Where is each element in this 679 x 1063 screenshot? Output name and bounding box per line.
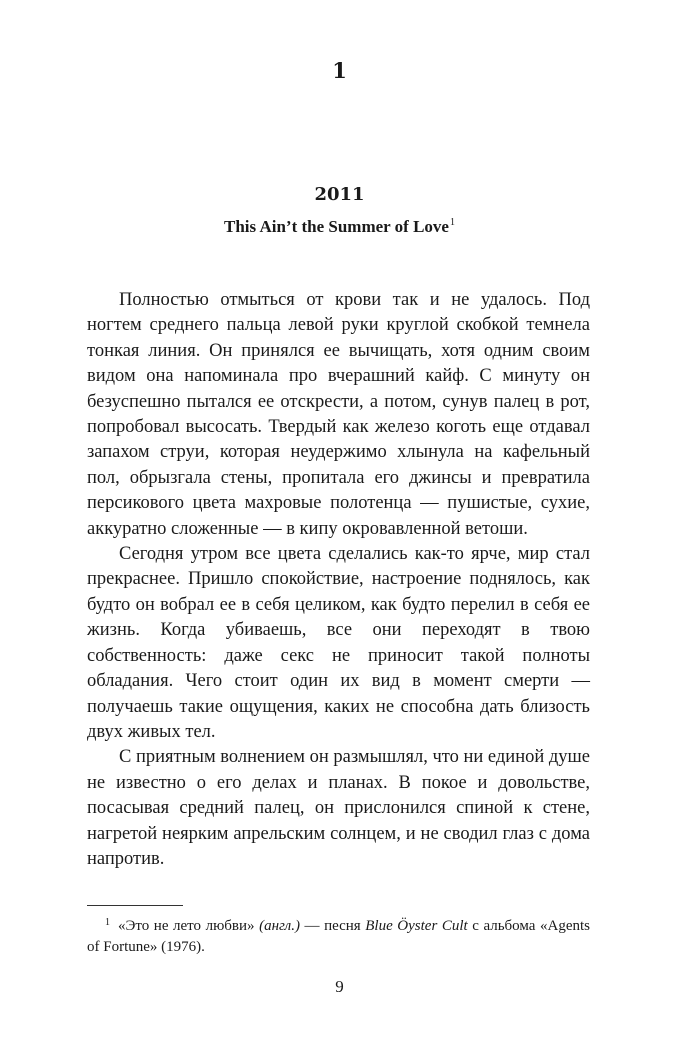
footnote-reference: 1 (449, 217, 455, 228)
paragraph-1: Полностью отмыться от крови так и не удалось. Под ногтем среднего пальца левой руки круглой скобкой темнела тонкая линия. Он принялся ее вычищать, хотя одним своим видом она напоминала про вчерашний кайф. С минуту он безуспешно пытался ее отскрести, а потом, сунув палец в рот, попробовал высосать. Твердый как железо коготь еще отдавал запахом струи, которая неудержимо хлынула на кафельный пол, обрызгала стены, пропитала его джинсы и превратила персикового цвета махровые полотенца — пушистые, сухие, аккуратно сложенные — в кипу окровавленной ветоши. (87, 290, 590, 539)
footnote (87, 912, 590, 958)
footnote-mark: 1 (105, 917, 110, 928)
footnote-lang: (англ.) (259, 918, 300, 934)
page-number: 9 (335, 977, 344, 996)
footnote-dash-text: — песня (299, 918, 366, 934)
footnote-quote: «Это не лето любви» (118, 918, 255, 934)
chapter-number: 1 (332, 58, 347, 83)
footnote-band: Blue Öyster Cult (365, 918, 468, 934)
chapter-title (0, 217, 679, 237)
chapter-year: 2011 (314, 184, 365, 205)
chapter-title-text: This Ain’t the Summer of Love (224, 217, 449, 236)
body-text (87, 288, 590, 872)
footnote-rest: с альбома «Agents of Fortune» (1976). (87, 918, 590, 955)
paragraph-2: Сегодня утром все цвета сделались как-то ярче, мир стал прекраснее. Пришло спокойствие, настроение поднялось, как будто он вобрал ее в себя целиком, как будто перелил в себя ее жизнь. Когда убиваешь, все они переходят в твою собственность: даже секс не приносит такой полноты обладания. Чего стоит один их вид в момент смерти — получаешь такие ощущения, каких не способна дать близость двух живых тел. (87, 544, 590, 742)
paragraph-3: С приятным волнением он размышлял, что ни единой душе не известно о его делах и планах. В покое и довольстве, посасывая средний палец, он прислонился спиной к стене, нагретой неярким апрельским солнцем, и не сводил глаз с дома напротив. (87, 747, 590, 869)
footnote-divider (87, 905, 183, 906)
